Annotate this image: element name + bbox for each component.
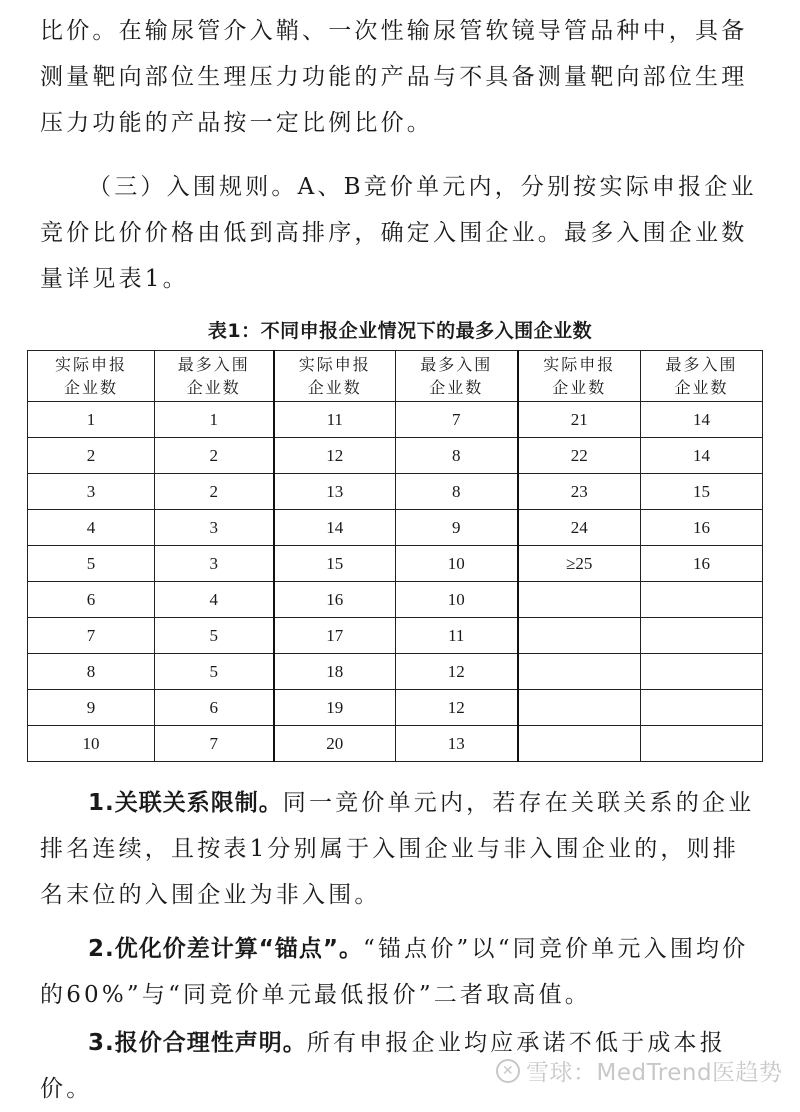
table-cell: 11	[396, 618, 518, 654]
watermark-text: 雪球：MedTrend医趋势	[526, 1060, 783, 1086]
table-cell	[641, 690, 763, 726]
table-cell: 24	[518, 510, 641, 546]
table-cell: 12	[396, 654, 518, 690]
table-cell	[641, 654, 763, 690]
table-cell	[518, 690, 641, 726]
table-cell: 5	[28, 546, 155, 582]
header-actual-applicants-1: 实际申报 企业数	[28, 351, 155, 402]
table-row	[28, 402, 763, 438]
max-admitted-enterprises-table	[27, 350, 763, 762]
table-header-row	[28, 351, 763, 402]
table-cell: 7	[28, 618, 155, 654]
table-cell: 17	[274, 618, 396, 654]
table-cell: 21	[518, 402, 641, 438]
table-cell: 7	[155, 726, 274, 762]
table-row	[28, 582, 763, 618]
table-cell: 14	[274, 510, 396, 546]
table-row	[28, 510, 763, 546]
table-cell: 15	[641, 474, 763, 510]
table-cell: 19	[274, 690, 396, 726]
table-cell: 16	[641, 510, 763, 546]
paragraph-admission-rules: （三）入围规则。A、B竞价单元内，分别按实际申报企业竞价比价价格由低到高排序，确定入围企业。最多入围企业数量详见表1。	[40, 174, 757, 292]
table-caption: 表1：不同申报企业情况下的最多入围企业数	[207, 320, 593, 342]
rule-title: 2.优化价差计算“锚点”。	[88, 936, 363, 962]
table-cell: 20	[274, 726, 396, 762]
header-max-admitted-1: 最多入围 企业数	[155, 351, 274, 402]
table-cell: 4	[28, 510, 155, 546]
table-cell: 16	[641, 546, 763, 582]
rule-text: “锚点价”以“同竞价单元入围均价的60%”与“同竞价单元最低报价”二者取高值。	[40, 936, 749, 1008]
table-cell	[518, 654, 641, 690]
table-cell: 10	[396, 582, 518, 618]
table-cell: 2	[155, 474, 274, 510]
table-cell: 7	[396, 402, 518, 438]
table-cell: 14	[641, 438, 763, 474]
paragraph-ratio-pricing: 比价。在输尿管介入鞘、一次性输尿管软镜导管品种中，具备测量靶向部位生理压力功能的产品与不具备测量靶向部位生理压力功能的产品按一定比例比价。	[40, 18, 748, 136]
rule-text: 同一竞价单元内，若存在关联关系的企业排名连续，且按表1分别属于入围企业与非入围企业的，则排名末位的入围企业为非入围。	[40, 790, 755, 908]
rule-text: 所有申报企业均应承诺不低于成本报价。	[40, 1030, 726, 1102]
table-cell	[518, 618, 641, 654]
table-cell: 13	[274, 474, 396, 510]
table-cell: 18	[274, 654, 396, 690]
rule-title: 1.关联关系限制。	[88, 790, 283, 816]
table-cell: 1	[155, 402, 274, 438]
table-cell: 10	[396, 546, 518, 582]
table-cell: 4	[155, 582, 274, 618]
table-cell: 10	[28, 726, 155, 762]
header-max-admitted-2: 最多入围 企业数	[396, 351, 518, 402]
table-row	[28, 546, 763, 582]
table-row	[28, 654, 763, 690]
table-cell: 16	[274, 582, 396, 618]
table-cell: 9	[396, 510, 518, 546]
header-actual-applicants-2: 实际申报 企业数	[274, 351, 396, 402]
table-cell: 5	[155, 618, 274, 654]
table-cell: 12	[274, 438, 396, 474]
table-cell: 3	[155, 546, 274, 582]
table-cell: 11	[274, 402, 396, 438]
table-cell: ≥25	[518, 546, 641, 582]
header-actual-applicants-3: 实际申报 企业数	[518, 351, 641, 402]
table-cell: 6	[28, 582, 155, 618]
table-cell: 3	[155, 510, 274, 546]
table-cell: 6	[155, 690, 274, 726]
snowball-logo-icon: ✕	[496, 1059, 520, 1083]
table-row	[28, 690, 763, 726]
header-max-admitted-3: 最多入围 企业数	[641, 351, 763, 402]
table-cell: 2	[155, 438, 274, 474]
table-cell	[641, 582, 763, 618]
watermark	[496, 1054, 783, 1087]
rule-title: 3.报价合理性声明。	[88, 1030, 307, 1056]
table-cell: 1	[28, 402, 155, 438]
table-row	[28, 726, 763, 762]
table-cell: 15	[274, 546, 396, 582]
table-cell: 14	[641, 402, 763, 438]
table-cell	[641, 726, 763, 762]
table-cell: 9	[28, 690, 155, 726]
table-cell: 12	[396, 690, 518, 726]
table-cell: 22	[518, 438, 641, 474]
table-cell: 5	[155, 654, 274, 690]
table-cell	[518, 726, 641, 762]
table-cell: 23	[518, 474, 641, 510]
table-cell	[518, 582, 641, 618]
table-cell: 8	[28, 654, 155, 690]
rule-anchor-price	[40, 926, 760, 1018]
table-cell: 3	[28, 474, 155, 510]
table-cell: 8	[396, 474, 518, 510]
table-cell: 2	[28, 438, 155, 474]
table-cell: 8	[396, 438, 518, 474]
table-cell	[641, 618, 763, 654]
table-row	[28, 474, 763, 510]
rule-related-party-restriction	[40, 780, 760, 918]
table-cell: 13	[396, 726, 518, 762]
table-row	[28, 618, 763, 654]
table-row	[28, 438, 763, 474]
